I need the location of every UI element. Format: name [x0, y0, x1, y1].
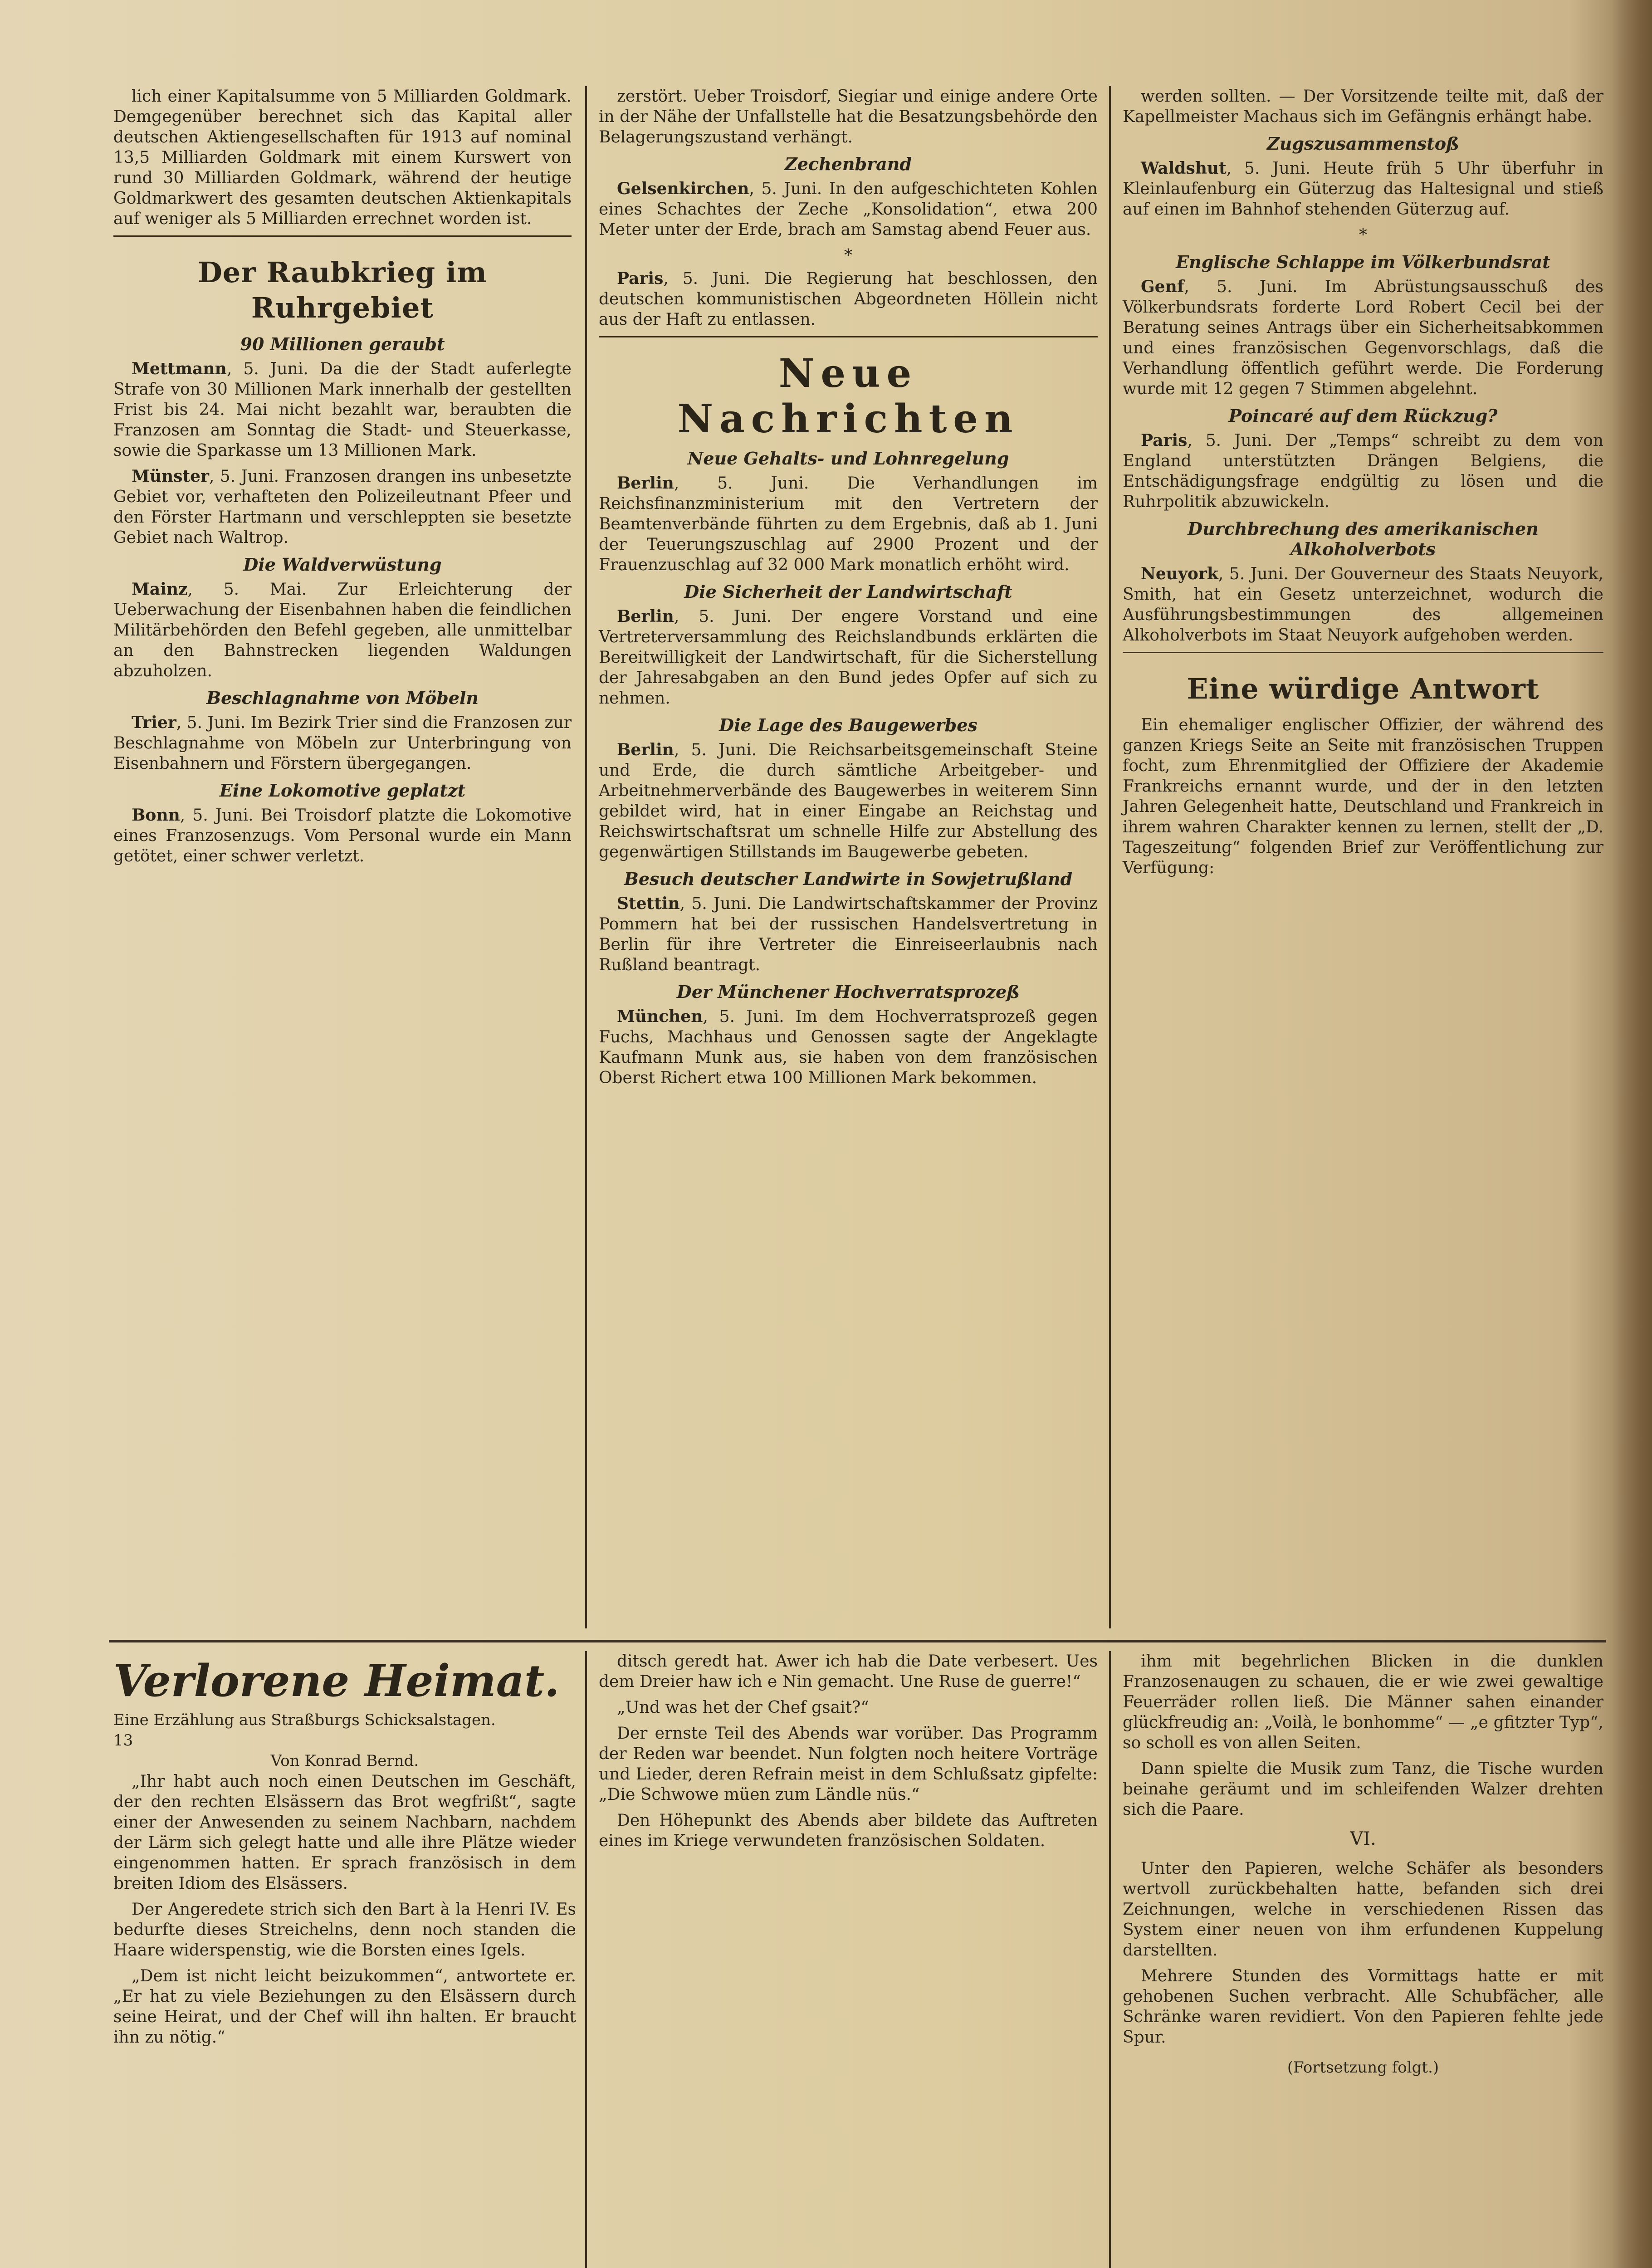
paragraph-text: , 5. Juni. Die Reichsarbeitsgemeinschaft Steine und Erde, die durch sämtliche Arbeitgeber- und Arbeitnehmerverbände des Baugewerbes in weiterem Sinn gebildet wird, hat in einer Eingabe an Reichstag und Reichswirtschaftsrat um schnelle Hilfe zur Abstellung des gegenwärtigen Stillstands im Baugewerbe gebeten. [599, 741, 1098, 861]
serial-paragraph: „Ihr habt auch noch einen Deutschen im Geschäft, der den rechten Elsässern das Brot wegfrißt“, sagte einer der Anwesenden zu seinem Nachbarn, nachdem der Lärm sich gelegt hatte und alle ihre Plätze wieder eingenommen hatten. Er sprach französisch in dem breiten Idiom des Elsässers. [113, 1772, 576, 1893]
paragraph-text: , 5. Mai. Zur Erleichterung der Ueberwachung der Eisenbahnen haben die feindlichen Militärbehörden den Befehl gegeben, alle unmittelbar an den Bahnstrecken liegenden Waldungen abzuholzen. [113, 580, 572, 680]
article-raubkrieg-title: Der Raubkrieg im Ruhrgebiet [198, 256, 487, 324]
column-divider [585, 86, 587, 1628]
subheading: Der Münchener Hochverratsprozeß [676, 982, 1020, 1002]
article-paragraph [599, 606, 1098, 709]
article-paragraph [599, 473, 1098, 575]
subheading: Neue Gehalts- und Lohnregelung [687, 448, 1009, 469]
article-paragraph [113, 579, 572, 681]
subheading: Die Sicherheit der Landwirtschaft [684, 582, 1012, 602]
article-paragraph: Ein ehemaliger englischer Offizier, der während des ganzen Kriegs Seite an Seite mit französischen Truppen focht, zum Ehrenmitglied der Offiziere der Akademie Frankreichs ernannt wurde, und der in den letzten Jahren Gelegenheit hatte, Deutschland und Frankreich in ihrem wahren Charakter kennen zu lernen, stellt der „D. Tageszeitung“ folgenden Brief zur Veröffentlichung zur Verfügung: [1123, 716, 1603, 877]
dateline: Genf [1141, 277, 1184, 296]
serial-author: Von Konrad Bernd. [270, 1752, 419, 1770]
continued-note: (Fortsetzung folgt.) [1287, 2058, 1439, 2077]
serial-paragraph: ditsch geredt hat. Awer ich hab die Date verbesert. Ues dem Dreier haw ich e Nin gemacht. Une Ruse de guerre!“ [599, 1652, 1098, 1691]
serial-paragraph: Der ernste Teil des Abends war vorüber. Das Programm der Reden war beendet. Nun folgten noch heitere Vorträge und Lieder, deren Refrain meist in dem Schlußsatz gipfelte: „Die Schwowe müen zum Ländle nüs.“ [599, 1724, 1098, 1804]
paragraph-text: , 5. Juni. Bei Troisdorf platzte die Lokomotive eines Franzosenzugs. Vom Personal wurde ein Mann getötet, einer schwer verletzt. [113, 806, 572, 865]
page-edge-shadow [1611, 0, 1652, 2268]
column-3 [1123, 86, 1603, 884]
serial-column-3 [1123, 1651, 1603, 2078]
paragraph-text: , 5. Juni. In den aufgeschichteten Kohlen eines Schachtes der Zeche „Konsolidation“, etwa 200 Meter unter der Erde, brach am Samstag abend Feuer aus. [599, 180, 1098, 239]
subheading: Englische Schlappe im Völkerbundsrat [1176, 252, 1550, 272]
divider [113, 235, 572, 237]
divider [599, 336, 1098, 337]
dateline: Berlin [617, 474, 674, 493]
paragraph-text: , 5. Juni. Heute früh 5 Uhr überfuhr in Kleinlaufenburg ein Güterzug das Haltesignal und stieß auf einen im Bahnhof stehenden Güterzug auf. [1123, 159, 1603, 219]
dateline: Paris [1141, 431, 1188, 450]
article-paragraph [599, 894, 1098, 975]
article-paragraph [113, 359, 572, 461]
article-paragraph [599, 269, 1098, 330]
chapter-number: VI. [1350, 1828, 1376, 1849]
dateline: Trier [132, 713, 176, 732]
article-paragraph [599, 1007, 1098, 1088]
dateline: Mettmann [132, 359, 227, 378]
separator-star: * [1359, 226, 1367, 244]
column-2 [599, 86, 1098, 1094]
serial-column-2 [599, 1651, 1098, 1857]
serial-paragraph: Unter den Papieren, welche Schäfer als besonders wertvoll zurückbehalten hatte, befanden sich drei Zeichnungen, welche in verschiedenen Rissen das System einer neuen von ihm erfundenen Kuppelung darstellten. [1123, 1859, 1603, 1960]
serial-number: 13 [113, 1731, 133, 1750]
subheading: Beschlagnahme von Möbeln [206, 688, 479, 708]
article-paragraph [113, 466, 572, 548]
dateline: Neuyork [1141, 564, 1218, 583]
article-raubkrieg-subtitle: 90 Millionen geraubt [240, 334, 445, 354]
dateline: Stettin [617, 894, 680, 913]
article-antwort-title: Eine würdige Antwort [1187, 672, 1540, 705]
subheading: Die Lage des Baugewerbes [719, 715, 978, 735]
paragraph-text: , 5. Juni. Der engere Vorstand und eine Vertreterversammlung des Reichslandbunds erklärten die Bereitwilligkeit der Landwirtschaft, für die Sicherstellung der Jahresabgaben an den Bund jedes Opfer auf sich zu nehmen. [599, 607, 1098, 708]
serial-divider [109, 1640, 1606, 1642]
serial-paragraph: „Und was het der Chef gsait?“ [617, 1698, 869, 1717]
article-paragraph [1123, 277, 1603, 399]
article-paragraph [113, 713, 572, 774]
article-paragraph [599, 740, 1098, 862]
paragraph-text: , 5. Juni. Im Abrüstungsausschuß des Völkerbundsrats forderte Lord Robert Cecil bei der Beratung seines Antrags über ein Sicherheitsabkommen und eines französischen Gegenvorschlags, daß die Verhandlung öffentlich geführt werde. Die Forderung wurde mit 12 gegen 7 Stimmen abgelehnt. [1123, 278, 1603, 398]
subheading: Zugszusammenstoß [1267, 133, 1459, 154]
paragraph-text: , 5. Juni. Die Landwirtschaftskammer der Provinz Pommern hat bei der russischen Handelsvertretung in Berlin für ihre Vertreter die Einreiseerlaubnis nach Rußland beantragt. [599, 894, 1098, 974]
column-3-intro: werden sollten. — Der Vorsitzende teilte mit, daß der Kapellmeister Machaus sich im Gefängnis erhängt habe. [1123, 87, 1603, 126]
serial-title: Verlorene Heimat. [113, 1655, 560, 1706]
divider [1123, 652, 1603, 653]
column-1-intro: lich einer Kapitalsumme von 5 Milliarden Goldmark. Demgegenüber berechnet sich das Kapital aller deutschen Aktiengesellschaften für 1913 auf nominal 13,5 Milliarden Goldmark mit einem Kurswert von rund 30 Milliarden Goldmark, während der heutige Goldmarkwert des gesamten deutschen Aktienkapitals auf weniger als 5 Milliarden errechnet worden ist. [113, 87, 572, 228]
column-divider [1109, 86, 1111, 1628]
dateline: Münster [132, 467, 209, 486]
serial-paragraph: „Dem ist nicht leicht beizukommen“, antwortete er. „Er hat zu viele Beziehungen zu den Elsässern durch seine Heirat, und der Chef will ihn halten. Er braucht ihn zu nötig.“ [113, 1967, 576, 2047]
column-divider [1109, 1651, 1111, 2268]
dateline: Bonn [132, 806, 180, 825]
dateline: Berlin [617, 740, 674, 759]
dateline: Waldshut [1141, 159, 1227, 178]
paragraph-text: , 5. Juni. Die Regierung hat beschlossen, den deutschen kommunistischen Abgeordneten Höllein nicht aus der Haft zu entlassen. [599, 269, 1098, 329]
column-1 [113, 86, 572, 872]
serial-paragraph: Mehrere Stunden des Vormittags hatte er mit gehobenen Suchen verbracht. Alle Schubfächer, alle Schränke waren revidiert. Von den Papieren fehlte jede Spur. [1123, 1967, 1603, 2047]
column-divider [585, 1651, 587, 2268]
serial-paragraph: Den Höhepunkt des Abends aber bildete das Auftreten eines im Kriege verwundeten französischen Soldaten. [599, 1811, 1098, 1850]
dateline: Paris [617, 269, 664, 288]
paragraph-text: , 5. Juni. Im dem Hochverratsprozeß gegen Fuchs, Machhaus und Genossen sagte der Angeklagte Kaufmann Munk aus, sie haben von dem französischen Oberst Richert etwa 100 Millionen Mark bekommen. [599, 1007, 1098, 1087]
article-paragraph [113, 805, 572, 866]
dateline: Berlin [617, 607, 674, 626]
paragraph-text: , 5. Juni. Im Bezirk Trier sind die Franzosen zur Beschlagnahme von Möbeln zur Unterbringung von Eisenbahnern und Förstern übergegangen. [113, 714, 572, 773]
subheading: Zechenbrand [785, 154, 912, 174]
section-title-neue-nachrichten: Neue Nachrichten [677, 351, 1019, 442]
serial-subtitle: Eine Erzählung aus Straßburgs Schicksalstagen. [113, 1711, 496, 1729]
dateline: Gelsenkirchen [617, 179, 749, 198]
article-paragraph [1123, 158, 1603, 220]
dateline: Mainz [132, 580, 188, 599]
article-paragraph [1123, 430, 1603, 512]
subheading: Besuch deutscher Landwirte in Sowjetrußland [624, 869, 1073, 889]
serial-column-1 [113, 1651, 576, 2053]
subheading: Eine Lokomotive geplatzt [219, 780, 466, 801]
serial-paragraph: ihm mit begehrlichen Blicken in die dunklen Franzosenaugen zu schauen, die er wie zwei gewaltige Feuerräder rollen ließ. Die Männer sahen einander glückfreudig an: „Voilà, le bonhomme“ — „e gfitzter Typ“, so scholl es von allen Seiten. [1123, 1652, 1603, 1752]
paragraph-text: , 5. Juni. Der Gouverneur des Staats Neuyork, Smith, hat ein Gesetz unterzeichnet, wodurch die Ausführungsbestimmungen des allgemeinen Alkoholverbots im Staat Neuyork aufgehoben werden. [1123, 565, 1603, 645]
serial-paragraph: Der Angeredete strich sich den Bart à la Henri IV. Es bedurfte dieses Streichelns, denn noch standen die Haare widerspenstig, wie die Borsten eines Igels. [113, 1900, 576, 1960]
column-2-intro: zerstört. Ueber Troisdorf, Siegiar und einige andere Orte in der Nähe der Unfallstelle hat die Besatzungsbehörde den Belagerungszustand verhängt. [599, 87, 1098, 147]
paragraph-text: , 5. Juni. Der „Temps“ schreibt zu dem von England unterstützten Drängen Belgiens, die Entschädigungsfrage endgültig zu lösen und die Ruhrpolitik abzuwickeln. [1123, 431, 1603, 511]
subheading: Durchbrechung des amerikanischen Alkoholverbots [1188, 518, 1539, 559]
dateline: München [617, 1007, 703, 1026]
subheading: Die Waldverwüstung [243, 554, 442, 575]
article-paragraph [1123, 564, 1603, 645]
paragraph-text: , 5. Juni. Die Verhandlungen im Reichsfinanzministerium mit den Vertretern der Beamtenverbände führten zu dem Ergebnis, daß ab 1. Juni der Teuerungszuschlag auf 2900 Prozent und der Frauenzuschlag auf 32 000 Mark monatlich erhöht wird. [599, 474, 1098, 574]
subheading: Poincaré auf dem Rückzug? [1228, 406, 1498, 426]
article-paragraph [599, 179, 1098, 240]
serial-paragraph: Dann spielte die Musik zum Tanz, die Tische wurden beinahe geräumt und im schleifenden Walzer drehten sich die Paare. [1123, 1760, 1603, 1819]
separator-star: * [844, 246, 852, 265]
paragraph-text: , 5. Juni. Da die der Stadt auferlegte Strafe von 30 Millionen Mark innerhalb der gestellten Frist bis 24. Mai nicht bezahlt war, beraubten die Franzosen am Sonntag die Stadt- und Steuerkasse, sowie die Sparkasse um 13 Millionen Mark. [113, 360, 572, 460]
paragraph-text: , 5. Juni. Franzosen drangen ins unbesetzte Gebiet vor, verhafteten den Polizeileutnant Pfeer und den Förster Hartmann und verschleppten sie besetzte Gebiet nach Waltrop. [113, 467, 572, 547]
